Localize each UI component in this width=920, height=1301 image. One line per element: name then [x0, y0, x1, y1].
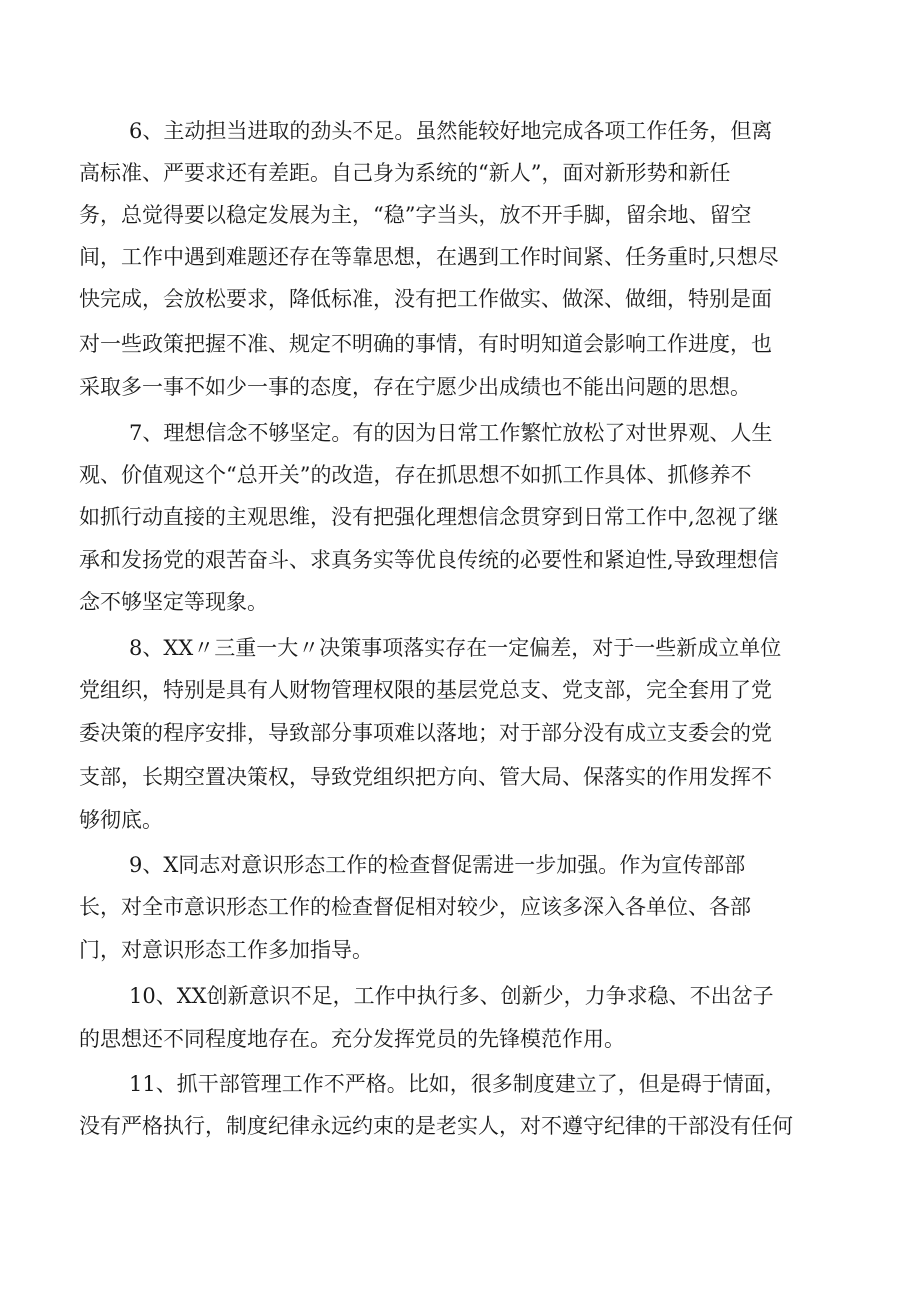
paragraph-line: 没有严格执行，制度纪律永远约束的是老实人，对不遵守纪律的干部没有任何 — [79, 1114, 793, 1138]
paragraph-line: 采取多一事不如少一事的态度，存在宁愿少出成绩也不能出问题的思想。 — [79, 375, 751, 399]
paragraph-line: 党组织，特别是具有人财物管理权限的基层党总支、党支部，完全套用了党 — [79, 678, 772, 702]
paragraph-line: 如抓行动直接的主观思维，没有把强化理想信念贯穿到日常工作中,忽视了继 — [79, 505, 779, 529]
paragraph-line: 的思想还不同程度地存在。充分发挥党员的先锋模范作用。 — [79, 1027, 625, 1051]
paragraph-line: 9、X同志对意识形态工作的检查督促需进一步加强。作为宣传部部 — [129, 853, 746, 877]
paragraph-line: 间，工作中遇到难题还存在等靠思想，在遇到工作时间紧、任务重时,只想尽 — [79, 245, 779, 269]
paragraph-line: 观、价值观这个“总开关”的改造，存在抓思想不如抓工作具体、抓修养不 — [79, 463, 752, 487]
paragraph-line: 门，对意识形态工作多加指导。 — [79, 938, 373, 962]
paragraph-line: 8、XX〃三重一大〃决策事项落实存在一定偏差，对于一些新成立单位 — [129, 636, 782, 660]
paragraph-line: 念不够坚定等现象。 — [79, 590, 268, 614]
paragraph-line: 7、理想信念不够坚定。有的因为日常工作繁忙放松了对世界观、人生 — [129, 421, 773, 445]
paragraph-line: 承和发扬党的艰苦奋斗、求真务实等优良传统的必要性和紧迫性,导致理想信 — [79, 548, 779, 572]
paragraph-line: 支部，长期空置决策权，导致党组织把方向、管大局、保落实的作用发挥不 — [79, 765, 772, 789]
paragraph-line: 长，对全市意识形态工作的检查督促相对较少，应该多深入各单位、各部 — [79, 895, 751, 919]
paragraph-line: 委决策的程序安排，导致部分事项难以落地；对于部分没有成立支委会的党 — [79, 721, 772, 745]
paragraph-line: 高标准、严要求还有差距。自己身为系统的“新人”，面对新形势和新任 — [79, 161, 731, 185]
paragraph-line: 务，总觉得要以稳定发展为主，“稳”字当头，放不开手脚，留余地、留空 — [79, 203, 752, 227]
paragraph-line: 10、XX创新意识不足，工作中执行多、创新少，力争求稳、不出岔子 — [129, 984, 774, 1008]
paragraph-line: 对一些政策把握不准、规定不明确的事情，有时明知道会影响工作进度，也 — [79, 332, 772, 356]
paragraph-line: 11、抓干部管理工作不严格。比如，很多制度建立了，但是碍于情面， — [129, 1072, 786, 1096]
paragraph-line: 够彻底。 — [79, 808, 163, 832]
paragraph-line: 6、主动担当进取的劲头不足。虽然能较好地完成各项工作任务，但离 — [129, 119, 773, 143]
paragraph-line: 快完成，会放松要求，降低标准，没有把工作做实、做深、做细，特别是面 — [79, 287, 772, 311]
